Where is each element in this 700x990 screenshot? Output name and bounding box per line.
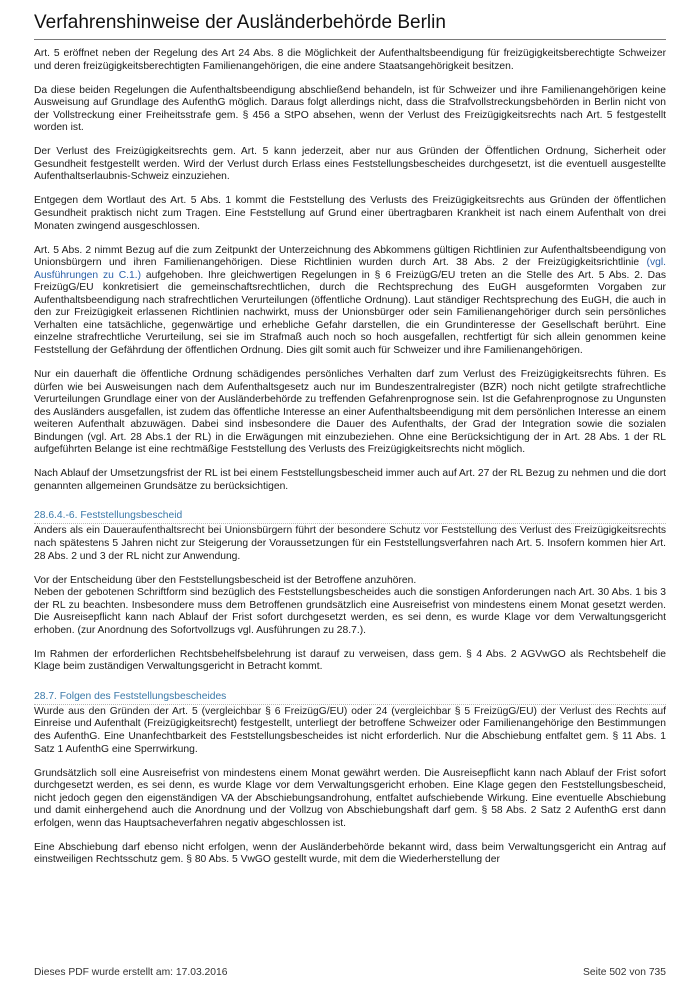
paragraph: Nach Ablauf der Umsetzungsfrist der RL ist bei einem Feststellungsbescheid immer auch auf Art. 27 der RL Bezug zu nehmen und die dort genannten allgemeinen Grundsätze zu berücksichtigen.	[34, 468, 666, 492]
document-page	[34, 10, 666, 878]
paragraph: Neben der gebotenen Schriftform sind bezüglich des Feststellungsbescheides auch die sonstigen Anforderungen nach Art. 30 Abs. 1 bis 3 der RL zu beachten. Insbesondere muss dem Betroffenen grundsätzlich eine Ausreisefrist von mindestens einem Monat gesetzt werden. Die Ausreisepflicht kann nach Ablauf der Frist sofort durchgesetzt werden, es sei denn, es wurde Klage vor dem Verwaltungsgericht erhoben. (zur Anordnung des Sofortvollzugs vgl. Ausführungen zu 28.7.).	[34, 587, 666, 636]
paragraph: Art. 5 eröffnet neben der Regelung des Art 24 Abs. 8 die Möglichkeit der Aufenthaltsbeendigung für freizügigkeitsberechtigte Schweizer und deren freizügigkeitsberechtigten Familienangehörigen, die eine andere Staatsangehörigkeit besitzen.	[34, 48, 666, 72]
page-number: Seite 502 von 735	[582, 967, 666, 978]
document-body	[34, 48, 666, 867]
paragraph	[34, 245, 666, 358]
cross-reference-link[interactable]: (vgl. Ausführungen zu C.1.)	[34, 257, 666, 281]
paragraph: Vor der Entscheidung über den Feststellungsbescheid ist der Betroffene anzuhören.	[34, 574, 417, 586]
paragraph: Im Rahmen der erforderlichen Rechtsbehelfsbelehrung ist darauf zu verweisen, dass gem. § 4 Abs. 2 AGVwGO als Rechtsbehelf die Klage beim zuständigen Verwaltungsgericht in Betracht kommt.	[34, 648, 666, 673]
paragraph: Da diese beiden Regelungen die Aufenthaltsbeendigung abschließend behandeln, ist für Schweizer und ihre Familienangehörigen keine Ausweisung auf Grundlage des AufenthG möglich. Daraus folgt allerdings nicht, dass die Strafvollstreckungsbehörden in Berlin nicht von der Vollstreckung einer Freiheitsstrafe gem. § 456 a StPO absehen, wenn der Verlust des Freizügigkeitsrechts nach Art. 5 festgestellt worden ist.	[34, 84, 666, 134]
pdf-created-date: Dieses PDF wurde erstellt am: 17.03.2016	[34, 967, 228, 978]
paragraph: Anders als ein Daueraufenthaltsrecht bei Unionsbürgern führt der besondere Schutz vor Feststellung des Verlust des Freizügigkeitsrechts nach spätestens 5 Jahren nicht zur Steigerung der Voraussetzungen für ein Feststellungsverfahren nach Art. 5. Insofern kommen hier Art. 28 Abs. 2 und 3 der RL nicht zur Anwendung.	[34, 525, 666, 562]
paragraph: Der Verlust des Freizügigkeitsrechts gem. Art. 5 kann jederzeit, aber nur aus Gründen der Öffentlichen Ordnung, Sicherheit oder Gesundheit festgestellt werden. Wird der Verlust durch Erlass eines Feststellungsbescheides durchgesetzt, ist die eventuell ausgestellte Aufenthaltserlaubnis-Schweiz einzuziehen.	[34, 146, 666, 183]
section-heading-folgen: 28.7. Folgen des Feststellungsbescheides	[34, 690, 666, 705]
document-title: Verfahrenshinweise der Ausländerbehörde Berlin	[34, 10, 666, 40]
paragraph: Wurde aus den Gründen der Art. 5 (vergleichbar § 6 FreizügG/EU) oder 24 (vergleichbar § 5 FreizügG/EU) der Verlust des Rechts auf Einreise und Aufenthalt (Freizügigkeitsrecht) festgestellt, unterliegt der betroffene Schweizer oder Familienangehörige den Bestimmungen des AufenthG. Eine Unanfechtbarkeit des Feststellungsbescheides ist nicht erforderlich. Nur die Abschiebung entfaltet gem. § 11 Abs. 1 Satz 1 AufenthG eine Sperrwirkung.	[34, 705, 666, 755]
paragraph: Entgegen dem Wortlaut des Art. 5 Abs. 1 kommt die Feststellung des Verlusts des Freizügigkeitsrechts aus Gründen der öffentlichen Gesundheit praktisch nicht zum Tragen. Eine Feststellung auf Grund einer übertragbaren Krankheit ist nach einem Aufenthalt von drei Monaten zwingend ausgeschlossen.	[34, 195, 666, 232]
paragraph-text: Art. 5 Abs. 2 nimmt Bezug auf die zum Zeitpunkt der Unterzeichnung des Abkommens gültigen Richtlinien zur Aufenthaltsbeendigung von Unionsbürgern und ihren Familienangehörigen. Diese Richtlinien wurden durch Art. 38 Abs. 2 der Freizügigkeitsrichtlinie	[34, 244, 666, 269]
paragraph: Eine Abschiebung darf ebenso nicht erfolgen, wenn der Ausländerbehörde bekannt wird, dass beim Verwaltungsgericht ein Antrag auf einstweiligen Rechtsschutz gem. § 80 Abs. 5 VwGO gestellt wurde, mit dem die Wiederherstellung der	[34, 841, 666, 866]
section-heading-feststellungsbescheid: 28.6.4.-6. Feststellungsbescheid	[34, 509, 666, 524]
paragraph: Grundsätzlich soll eine Ausreisefrist von mindestens einem Monat gewährt werden. Die Ausreisepflicht kann nach Ablauf der Frist sofort durchgesetzt werden, es sei denn, es wurde Klage vor dem Verwaltungsgericht erhoben. Eine Klage gegen den Feststellungsbescheid, nicht jedoch gegen den eigenständigen VA der Abschiebungsandrohung, entfaltet aufschiebende Wirkung. Eine eventuelle Abschiebung und damit einhergehend auch die Anordnung und der Vollzug von Abschiebungshaft darf gem. § 58 Abs. 2 Satz 2 AufenthG erst dann erfolgen, wenn das Hauptsacheverfahren negativ abgeschlossen ist.	[34, 767, 666, 829]
paragraph: Nur ein dauerhaft die öffentliche Ordnung schädigendes persönliches Verhalten darf zum Verlust des Freizügigkeitsrechts führen. Es dürfen wie bei Ausweisungen nach dem Aufenthaltsgesetz auch nur im Bundeszentralregister (BZR) noch nicht getilgte strafrechtliche Verurteilungen Grundlage einer von der Ausländerbehörde zu treffenden Gefahrenprognose sein. Ist die Gefahrenprognose zu Ungunsten des Ausländers ausgefallen, ist zudem das öffentliche Interesse an einer Aufenthaltsbeendigung mit dem persönlichen Interesse an einem weiteren Aufenthalt abzuwägen. Dabei sind insbesondere die Dauer des Aufenthalts, der Grad der Integration sowie die sozialen Bindungen (vgl. Art. 28 Abs.1 der RL) in die Erwägungen mit einzubeziehen. Ohne eine Berücksichtigung der in Art. 28 Abs. 1 der RL aufgeführten Belange ist eine rechtmäßige Feststellung des Verlusts des Freizügigkeitsrechts nicht möglich.	[34, 368, 666, 456]
paragraph-text: aufgehoben. Ihre gleichwertigen Regelungen in § 6 FreizügG/EU treten an die Stelle des Art. 5 Abs. 2. Das FreizügG/EU konkretisiert die gemeinschaftsrechtlichen, durch die Rechtsprechung des EuGH ausgeformten Vorgaben zur Aufenthaltsbeendigung nach strafrechtlichen Verurteilungen (öffentliche Ordnung). Laut ständiger Rechtsprechung des EuGH, die auch in den zur Freizügigkeit erlassenen Richtlinien nachwirkt, muss der Unionsbürger oder sein Familienangehöriger durch sein persönliches Verhalten eine tatsächliche, gegenwärtige und erhebliche Gefahr darstellen, die ein Grundinteresse der Gesellschaft berührt. Eine einzelne strafrechtliche Verurteilung, sei sie im Strafmaß auch noch so hoch ausgefallen, rechtfertigt für sich allein genommen keine Feststellung der Gefährdung der öffentlichen Ordnung. Dies gilt somit auch für Schweizer und ihre Familienangehörigen.	[34, 269, 666, 356]
page-footer	[34, 966, 666, 979]
